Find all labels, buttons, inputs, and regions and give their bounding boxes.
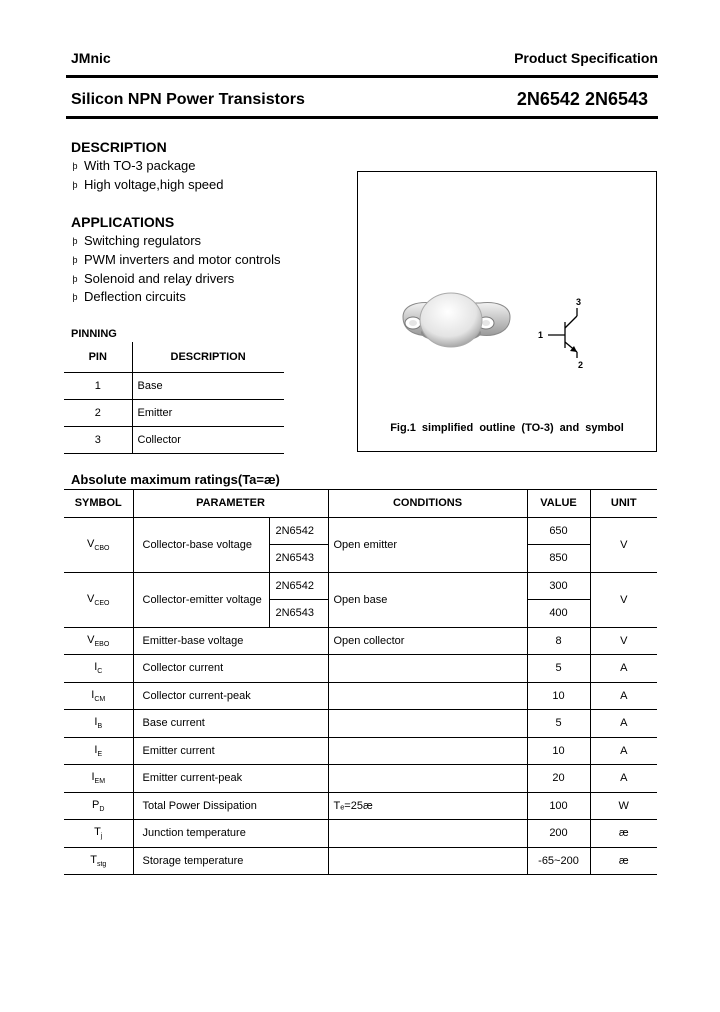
symbol-cell: $V_{EBO}$ xyxy=(64,627,133,655)
header-rule xyxy=(66,75,658,78)
conditions-cell xyxy=(328,710,527,738)
symbol-pin-1: 1 xyxy=(538,330,544,340)
ratings-table xyxy=(64,489,657,875)
part-cell: 2N6542 xyxy=(269,517,328,545)
parameter-cell: Collector current xyxy=(133,655,328,683)
parameter-cell: Total Power Dissipation xyxy=(133,792,328,820)
figure-caption: Fig.1 simplified outline (TO-3) and symbol xyxy=(390,422,624,434)
col-value: VALUE xyxy=(527,490,590,518)
application-item: þ Solenoid and relay drivers xyxy=(72,271,235,286)
symbol-cell: $T_{stg}$ xyxy=(64,847,133,875)
symbol-cell: $P_D$ xyxy=(64,792,133,820)
parameter-cell: Base current xyxy=(133,710,328,738)
col-unit: UNIT xyxy=(590,490,657,518)
product-title: Silicon NPN Power Transistors xyxy=(71,91,305,108)
value-cell: 10 xyxy=(527,682,590,710)
pinning-table xyxy=(64,342,284,454)
description-item: þ High voltage,high speed xyxy=(72,177,224,192)
ratings-simple-rows xyxy=(64,627,657,875)
to3-package-image xyxy=(403,293,510,347)
pin-number: 1 xyxy=(64,372,132,399)
col-pin: PIN xyxy=(64,342,132,372)
table-row xyxy=(64,847,657,875)
symbol-cell: $T_j$ xyxy=(64,820,133,848)
doc-type: Product Specification xyxy=(514,50,658,66)
value-cell: 200 xyxy=(527,820,590,848)
value-cell: 850 xyxy=(527,545,590,573)
title-rule xyxy=(66,116,658,119)
unit-cell: V xyxy=(590,572,657,627)
bullet-icon: þ xyxy=(72,179,78,190)
table-row xyxy=(64,792,657,820)
pinning-heading: PINNING xyxy=(71,328,117,340)
value-cell: 400 xyxy=(527,600,590,628)
symbol-pin-2: 2 xyxy=(578,360,584,370)
col-conditions: CONDITIONS xyxy=(328,490,527,518)
npn-transistor-symbol xyxy=(548,308,577,358)
company-name: JMnic xyxy=(71,50,111,66)
parameter-cell: Emitter-base voltage xyxy=(133,627,328,655)
figure-box xyxy=(357,171,657,452)
parameter-cell: Emitter current xyxy=(133,737,328,765)
conditions-cell xyxy=(328,820,527,848)
conditions-cell xyxy=(328,737,527,765)
pin-description: Collector xyxy=(132,426,284,453)
value-cell: 8 xyxy=(527,627,590,655)
conditions-cell: Tₑ=25æ xyxy=(328,792,527,820)
bullet-icon: þ xyxy=(72,254,78,265)
table-row xyxy=(64,426,284,453)
part-numbers: 2N6542 2N6543 xyxy=(516,89,648,109)
unit-cell: W xyxy=(590,792,657,820)
description-heading: DESCRIPTION xyxy=(71,139,167,155)
table-header-row xyxy=(64,342,284,372)
value-cell: 5 xyxy=(527,655,590,683)
value-cell: 5 xyxy=(527,710,590,738)
unit-cell: V xyxy=(590,627,657,655)
parameter-cell: Emitter current-peak xyxy=(133,765,328,793)
value-cell: -65~200 xyxy=(527,847,590,875)
table-row xyxy=(64,517,657,545)
pin-number: 3 xyxy=(64,426,132,453)
unit-cell: A xyxy=(590,765,657,793)
table-row xyxy=(64,710,657,738)
unit-cell: æ xyxy=(590,847,657,875)
bullet-icon: þ xyxy=(72,273,78,284)
col-symbol: SYMBOL xyxy=(64,490,133,518)
bullet-icon: þ xyxy=(72,160,78,171)
figure-graphics xyxy=(358,172,658,453)
pin-description: Emitter xyxy=(132,399,284,426)
parameter-cell: Collector-emitter voltage xyxy=(133,572,269,627)
value-cell: 650 xyxy=(527,517,590,545)
symbol-cell: $V_{CBO}$ xyxy=(64,517,133,572)
col-parameter: PARAMETER xyxy=(133,490,328,518)
symbol-cell: $I_C$ xyxy=(64,655,133,683)
bullet-icon: þ xyxy=(72,235,78,246)
table-row xyxy=(64,372,284,399)
value-cell: 10 xyxy=(527,737,590,765)
ratings-heading: Absolute maximum ratings(Ta=æ) xyxy=(71,472,280,487)
unit-cell: A xyxy=(590,710,657,738)
conditions-cell xyxy=(328,655,527,683)
part-cell: 2N6543 xyxy=(269,600,328,628)
unit-cell: V xyxy=(590,517,657,572)
unit-cell: A xyxy=(590,682,657,710)
symbol-cell: $I_{EM}$ xyxy=(64,765,133,793)
symbol-cell: $I_{CM}$ xyxy=(64,682,133,710)
parameter-cell: Junction temperature xyxy=(133,820,328,848)
table-row xyxy=(64,655,657,683)
pin-description: Base xyxy=(132,372,284,399)
table-row xyxy=(64,682,657,710)
table-row xyxy=(64,737,657,765)
part-cell: 2N6543 xyxy=(269,545,328,573)
symbol-pin-3: 3 xyxy=(576,297,582,307)
application-item: þ Switching regulators xyxy=(72,233,202,248)
table-row xyxy=(64,765,657,793)
col-description: DESCRIPTION xyxy=(132,342,284,372)
symbol-cell: $I_B$ xyxy=(64,710,133,738)
table-row xyxy=(64,627,657,655)
unit-cell: A xyxy=(590,737,657,765)
conditions-cell: Open emitter xyxy=(328,517,527,572)
part-cell: 2N6542 xyxy=(269,572,328,600)
conditions-cell: Open base xyxy=(328,572,527,627)
value-cell: 300 xyxy=(527,572,590,600)
value-cell: 20 xyxy=(527,765,590,793)
symbol-cell: $V_{CEO}$ xyxy=(64,572,133,627)
parameter-cell: Storage temperature xyxy=(133,847,328,875)
bullet-icon: þ xyxy=(72,291,78,302)
table-row xyxy=(64,820,657,848)
table-row xyxy=(64,572,657,600)
unit-cell: æ xyxy=(590,820,657,848)
parameter-cell: Collector-base voltage xyxy=(133,517,269,572)
parameter-cell: Collector current-peak xyxy=(133,682,328,710)
value-cell: 100 xyxy=(527,792,590,820)
description-item: þ With TO-3 package xyxy=(72,158,196,173)
conditions-cell xyxy=(328,847,527,875)
table-header-row xyxy=(64,490,657,518)
table-row xyxy=(64,399,284,426)
symbol-cell: $I_E$ xyxy=(64,737,133,765)
conditions-cell: Open collector xyxy=(328,627,527,655)
application-item: þ PWM inverters and motor controls xyxy=(72,252,281,267)
applications-heading: APPLICATIONS xyxy=(71,214,175,230)
conditions-cell xyxy=(328,682,527,710)
application-item: þ Deflection circuits xyxy=(72,289,186,304)
unit-cell: A xyxy=(590,655,657,683)
conditions-cell xyxy=(328,765,527,793)
pin-number: 2 xyxy=(64,399,132,426)
